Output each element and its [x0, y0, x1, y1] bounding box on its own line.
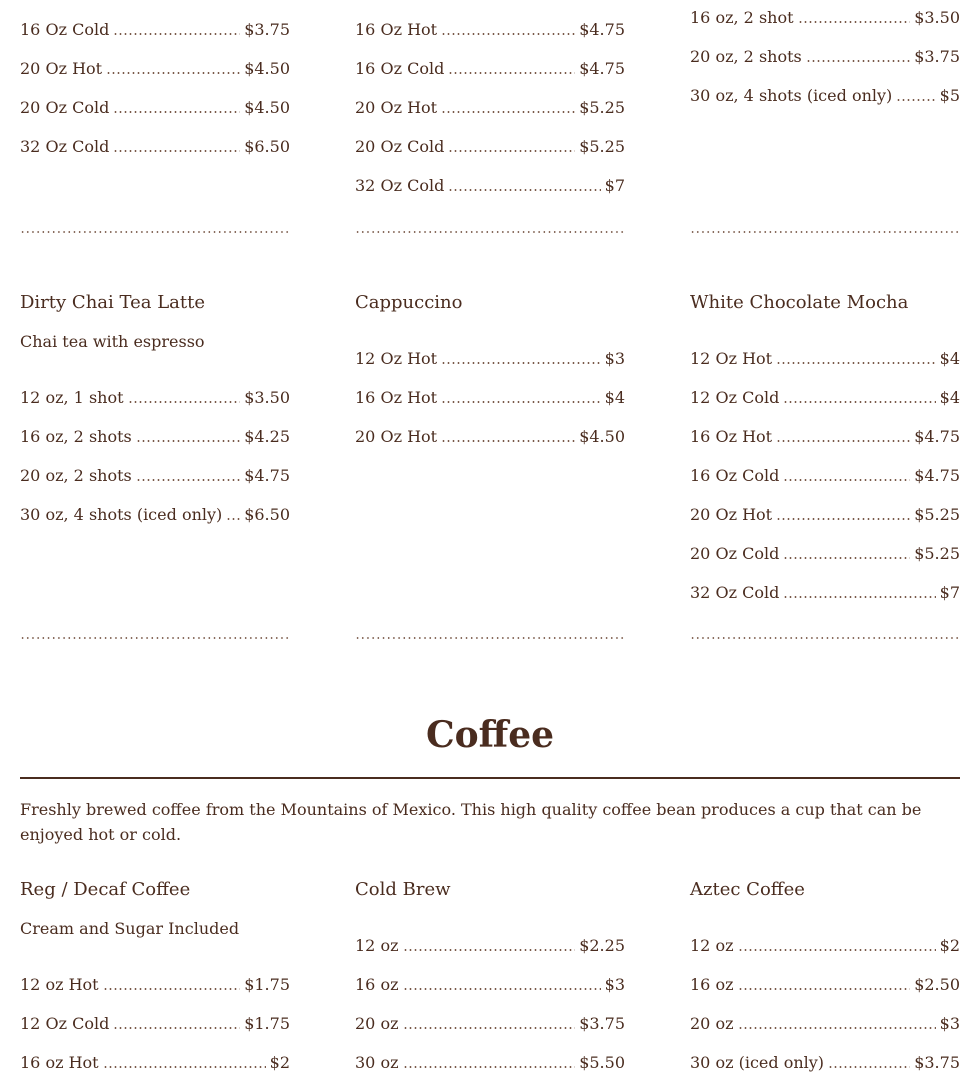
item-name: 20 oz, 2 shots: [690, 47, 802, 66]
item-price: $3: [939, 1014, 960, 1033]
menu-item: [690, 2, 960, 28]
item-description: Cream and Sugar Included: [20, 919, 240, 938]
item-price: $5: [939, 86, 960, 105]
item-price: $3.75: [914, 47, 960, 66]
item-price: $4.50: [579, 427, 625, 446]
item-name: 16 oz Hot: [20, 1053, 99, 1072]
menu-item: [690, 969, 960, 995]
item-price: $4.75: [579, 59, 625, 78]
menu-item: [355, 14, 625, 40]
item-price: $3.75: [244, 20, 290, 39]
menu-item: [355, 930, 625, 956]
leader-dots: [828, 1066, 910, 1068]
menu-item: [20, 14, 290, 40]
leader-dots: [783, 596, 935, 598]
menu-item: [690, 499, 960, 525]
leader-dots: [103, 1066, 266, 1068]
menu-item: [20, 421, 290, 447]
leader-dots: [896, 99, 935, 101]
menu-item: [355, 969, 625, 995]
item-price: $3.50: [244, 388, 290, 407]
item-name: 16 Oz Hot: [355, 20, 438, 39]
item-name: 30 oz (iced only): [690, 1053, 825, 1072]
item-name: 32 Oz Cold: [355, 176, 445, 195]
item-price: $4.25: [244, 427, 290, 446]
item-title: Aztec Coffee: [690, 879, 805, 900]
menu-item: [20, 499, 290, 525]
leader-dots: [403, 949, 576, 951]
item-name: 20 oz: [355, 1014, 399, 1033]
menu-item: [20, 382, 290, 408]
item-price: $4: [939, 349, 960, 368]
section-rule: [20, 777, 960, 779]
menu-item: [355, 343, 625, 369]
leader-dots: [738, 988, 911, 990]
item-name: 12 Oz Hot: [355, 349, 438, 368]
item-name: 20 Oz Hot: [355, 427, 438, 446]
item-price: $7: [939, 583, 960, 602]
item-price: $5.25: [914, 505, 960, 524]
menu-item: [690, 577, 960, 603]
item-name: 30 oz: [355, 1053, 399, 1072]
item-name: 16 Oz Cold: [20, 20, 110, 39]
leader-dots: [783, 479, 910, 481]
menu-item: [20, 1008, 290, 1034]
menu-item: [20, 92, 290, 118]
leader-dots: [738, 1027, 936, 1029]
item-name: 16 Oz Cold: [355, 59, 445, 78]
section-divider: [690, 231, 960, 233]
item-price: $2: [269, 1053, 290, 1072]
leader-dots: [136, 440, 240, 442]
item-price: $4: [604, 388, 625, 407]
item-name: 12 oz: [355, 936, 399, 955]
item-price: $2.25: [579, 936, 625, 955]
item-price: $4.75: [244, 466, 290, 485]
section-title-coffee: Coffee: [425, 714, 555, 756]
item-price: $5.25: [579, 137, 625, 156]
menu-item: [690, 930, 960, 956]
item-name: 12 oz: [690, 936, 734, 955]
item-name: 12 oz Hot: [20, 975, 99, 994]
item-name: 20 Oz Cold: [355, 137, 445, 156]
item-price: $4.50: [244, 59, 290, 78]
item-price: $4.75: [579, 20, 625, 39]
menu-item: [355, 92, 625, 118]
leader-dots: [783, 401, 935, 403]
item-title: White Chocolate Mocha: [690, 292, 909, 313]
item-name: 32 Oz Cold: [690, 583, 780, 602]
section-divider: [690, 637, 960, 639]
item-price: $3.75: [579, 1014, 625, 1033]
item-price: $4.75: [914, 466, 960, 485]
leader-dots: [403, 1066, 576, 1068]
item-title: Reg / Decaf Coffee: [20, 879, 191, 900]
menu-item: [355, 170, 625, 196]
leader-dots: [103, 988, 241, 990]
item-price: $4: [939, 388, 960, 407]
menu-item: [690, 421, 960, 447]
item-name: 30 oz, 4 shots (iced only): [20, 505, 223, 524]
menu-item: [20, 460, 290, 486]
section-divider: [355, 637, 625, 639]
menu-item: [355, 53, 625, 79]
item-price: $4.50: [244, 98, 290, 117]
item-name: 12 Oz Cold: [690, 388, 780, 407]
leader-dots: [738, 949, 936, 951]
item-name: 16 oz, 2 shot: [690, 8, 794, 27]
menu-item: [20, 53, 290, 79]
leader-dots: [806, 60, 910, 62]
menu-item: [690, 538, 960, 564]
menu-item: [690, 80, 960, 106]
item-name: 20 Oz Hot: [355, 98, 438, 117]
leader-dots: [448, 189, 600, 191]
item-name: 16 Oz Cold: [690, 466, 780, 485]
section-divider: [20, 231, 290, 233]
menu-item: [690, 41, 960, 67]
menu-item: [690, 1047, 960, 1073]
item-price: $3: [604, 975, 625, 994]
section-divider: [20, 637, 290, 639]
item-name: 20 Oz Hot: [20, 59, 103, 78]
item-name: 20 oz, 2 shots: [20, 466, 132, 485]
item-price: $3.75: [914, 1053, 960, 1072]
leader-dots: [776, 362, 936, 364]
item-price: $5.50: [579, 1053, 625, 1072]
section-divider: [355, 231, 625, 233]
item-name: 12 Oz Cold: [20, 1014, 110, 1033]
leader-dots: [136, 479, 240, 481]
leader-dots: [113, 1027, 240, 1029]
item-name: 20 Oz Cold: [20, 98, 110, 117]
item-price: $3.50: [914, 8, 960, 27]
item-name: 16 oz: [690, 975, 734, 994]
item-name: 12 oz, 1 shot: [20, 388, 124, 407]
menu-item: [690, 460, 960, 486]
menu-item: [20, 969, 290, 995]
leader-dots: [441, 362, 601, 364]
leader-dots: [403, 1027, 576, 1029]
item-title: Cappuccino: [355, 292, 463, 313]
item-name: 16 Oz Hot: [690, 427, 773, 446]
menu-item: [355, 1047, 625, 1073]
menu-item: [690, 343, 960, 369]
menu-item: [20, 131, 290, 157]
item-price: $2.50: [914, 975, 960, 994]
leader-dots: [441, 440, 575, 442]
item-price: $5.25: [914, 544, 960, 563]
leader-dots: [113, 33, 240, 35]
leader-dots: [403, 988, 601, 990]
section-description: Freshly brewed coffee from the Mountains of Mexico. This high quality coffee bean produces a cup that can be enjoyed hot or cold.: [20, 800, 922, 844]
leader-dots: [448, 150, 575, 152]
menu-item: [355, 382, 625, 408]
item-name: 20 Oz Hot: [690, 505, 773, 524]
leader-dots: [783, 557, 910, 559]
item-price: $4.75: [914, 427, 960, 446]
item-price: $6.50: [244, 505, 290, 524]
leader-dots: [798, 21, 911, 23]
item-name: 16 oz: [355, 975, 399, 994]
leader-dots: [106, 72, 240, 74]
leader-dots: [441, 33, 575, 35]
leader-dots: [776, 518, 910, 520]
item-price: $3: [604, 349, 625, 368]
item-price: $2: [939, 936, 960, 955]
menu-item: [355, 131, 625, 157]
leader-dots: [441, 401, 601, 403]
item-name: 30 oz, 4 shots (iced only): [690, 86, 893, 105]
item-name: 16 oz, 2 shots: [20, 427, 132, 446]
item-price: $7: [604, 176, 625, 195]
menu-item: [355, 421, 625, 447]
item-title: Cold Brew: [355, 879, 451, 900]
leader-dots: [441, 111, 575, 113]
item-price: $5.25: [579, 98, 625, 117]
leader-dots: [128, 401, 241, 403]
menu-item: [690, 1008, 960, 1034]
item-name: 20 oz: [690, 1014, 734, 1033]
item-name: 16 Oz Hot: [355, 388, 438, 407]
leader-dots: [226, 518, 240, 520]
item-price: $1.75: [244, 975, 290, 994]
leader-dots: [776, 440, 910, 442]
item-name: 32 Oz Cold: [20, 137, 110, 156]
leader-dots: [448, 72, 575, 74]
leader-dots: [113, 111, 240, 113]
item-name: 20 Oz Cold: [690, 544, 780, 563]
item-price: $6.50: [244, 137, 290, 156]
menu-item: [20, 1047, 290, 1073]
item-title: Dirty Chai Tea Latte: [20, 292, 206, 313]
leader-dots: [113, 150, 240, 152]
item-name: 12 Oz Hot: [690, 349, 773, 368]
item-price: $1.75: [244, 1014, 290, 1033]
menu-item: [355, 1008, 625, 1034]
item-description: Chai tea with espresso: [20, 332, 205, 351]
menu-item: [690, 382, 960, 408]
